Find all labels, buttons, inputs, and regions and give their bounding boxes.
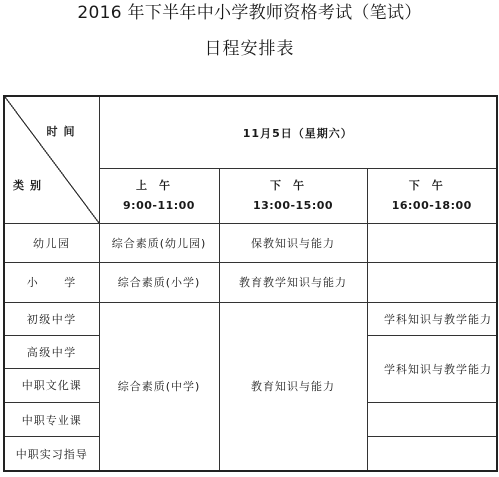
slot-afternoon-2 <box>367 169 497 224</box>
category-primary: 小 学 <box>4 263 99 302</box>
table-row <box>4 96 497 169</box>
table-row <box>4 302 497 335</box>
title-line-1: 2016 年下半年中小学教师资格考试（笔试） <box>77 3 422 23</box>
table-row <box>4 263 497 302</box>
cell-empty <box>367 223 497 262</box>
table-row <box>4 223 497 262</box>
cell-primary-morning: 综合素质(小学) <box>99 263 219 302</box>
header-category-label: 类别 <box>13 178 47 192</box>
slot-time: 16:00-18:00 <box>391 198 472 212</box>
cell-middle-morning: 综合素质(中学) <box>99 302 219 471</box>
category-vocational-professional: 中职专业课 <box>4 403 99 437</box>
cell-kindergarten-morning: 综合素质(幼儿园) <box>99 223 219 262</box>
diagonal-header-cell <box>4 96 99 223</box>
cell-empty <box>367 263 497 302</box>
schedule-table <box>3 95 498 472</box>
cell-empty <box>367 437 497 471</box>
slot-label: 下午 <box>408 178 455 192</box>
exam-date: 11月5日（星期六） <box>99 96 497 169</box>
slot-time: 9:00-11:00 <box>123 198 195 212</box>
title-line-2: 日程安排表 <box>204 39 295 59</box>
slot-time: 13:00-15:00 <box>252 198 334 212</box>
cell-senior-subject: 学科知识与教学能力 <box>367 335 497 402</box>
cell-middle-afternoon: 教育知识与能力 <box>219 302 367 471</box>
category-senior-middle: 高级中学 <box>4 335 99 368</box>
slot-afternoon-1 <box>219 169 367 224</box>
category-vocational-practice: 中职实习指导 <box>4 437 99 471</box>
slot-label: 上午 <box>136 178 182 192</box>
cell-kindergarten-afternoon: 保教知识与能力 <box>219 223 367 262</box>
slot-morning <box>99 169 219 224</box>
category-vocational-culture: 中职文化课 <box>4 368 99 402</box>
slot-label: 下午 <box>270 178 316 192</box>
cell-primary-afternoon: 教育教学知识与能力 <box>219 263 367 302</box>
category-kindergarten: 幼儿园 <box>4 223 99 262</box>
cell-junior-subject: 学科知识与教学能力 <box>367 302 497 335</box>
category-junior-middle: 初级中学 <box>4 302 99 335</box>
cell-empty <box>367 403 497 437</box>
header-time-label: 时间 <box>46 125 81 138</box>
